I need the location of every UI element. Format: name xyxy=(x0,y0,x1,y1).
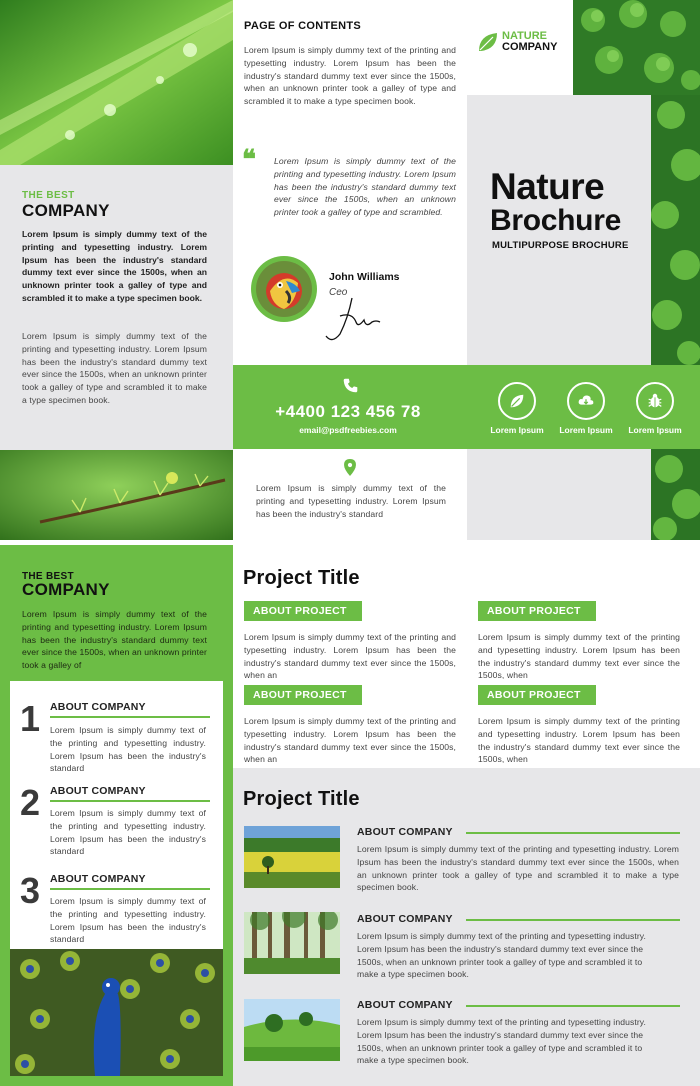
company-row-underline-1 xyxy=(466,832,680,834)
list-underline-3 xyxy=(50,888,210,890)
quote-text: Lorem Ipsum is simply dummy text of the printing and typesetting industry. Lorem Ipsum has been the industry's standard dummy text ever since the 1500s, when an unknown printer took a galley of type and scrambled. xyxy=(274,156,456,218)
cover-title-line1: Nature xyxy=(490,166,605,207)
about-project-label-1: ABOUT PROJECT xyxy=(244,601,362,621)
page2-best-label: THE BEST xyxy=(22,571,74,582)
list-title-1: ABOUT COMPANY xyxy=(50,701,146,713)
logo-line1: NATURE xyxy=(502,30,548,42)
company-row-underline-2 xyxy=(466,919,680,921)
clover-photo-top xyxy=(573,0,700,95)
phone-number[interactable]: +4400 123 456 78 xyxy=(275,402,421,421)
page2-intro-text: Lorem Ipsum is simply dummy text of the printing and typesetting industry. Lorem Ipsum has been the industry's standard dummy text ever since the 1500s, when an unknown printer took a galley of xyxy=(22,609,207,671)
list-text-3: Lorem Ipsum is simply dummy text of the printing and typesetting industry. Lorem Ipsum has been the industry's standard xyxy=(50,896,206,945)
location-pin-icon xyxy=(344,459,356,476)
clover-photo-side xyxy=(651,95,700,365)
list-number-2: 2 xyxy=(20,782,41,823)
clover-photo-bottom xyxy=(651,449,700,540)
company-row-text-3: Lorem Ipsum is simply dummy text of the printing and typesetting industry. Lorem Ipsum has been the industry's standard dummy text ever since the 1500s, when an unknown printer took a galley of type and scrambled it to make a type specimen book. xyxy=(357,1017,647,1066)
about-project-text-3: Lorem Ipsum is simply dummy text of the printing and typesetting industry. Lorem Ipsum has been the industry's standard dummy text ever since the 1500s, when an xyxy=(244,716,456,765)
leaf-logo-icon xyxy=(477,31,499,53)
list-title-2: ABOUT COMPANY xyxy=(50,785,146,797)
company-row-text-1: Lorem Ipsum is simply dummy text of the printing and typesetting industry. Lorem Ipsum has been the industry's standard dummy text ever since the 1500s, when an unknown printer took a galley of type and scrambled it to make a type specimen book. xyxy=(357,844,679,893)
feature-icon-3 xyxy=(628,382,682,435)
field-photo xyxy=(244,826,340,888)
page2-company-heading: COMPANY xyxy=(22,580,110,599)
logo-line2: COMPANY xyxy=(502,41,558,53)
bug-icon xyxy=(636,382,674,420)
signature-icon xyxy=(322,294,382,344)
project-title-1: Project Title xyxy=(243,567,360,589)
contents-text: Lorem Ipsum is simply dummy text of the printing and typesetting industry. Lorem Ipsum has been the industry's standard dummy text ever since the 1500s, when an unknown printer took a galley of type and scrambled it to make a type specimen book. xyxy=(244,45,456,107)
list-number-1: 1 xyxy=(20,698,41,739)
address-text: Lorem Ipsum is simply dummy text of the printing and typesetting industry. Lorem Ipsum has been the industry's standard xyxy=(256,483,446,519)
feature-label-1: Lorem Ipsum xyxy=(490,425,544,435)
feature-label-3: Lorem Ipsum xyxy=(628,425,682,435)
contents-heading: PAGE OF CONTENTS xyxy=(244,20,362,32)
list-text-2: Lorem Ipsum is simply dummy text of the printing and typesetting industry. Lorem Ipsum has been the industry's standard xyxy=(50,808,206,857)
company-row-title-3: ABOUT COMPANY xyxy=(357,999,453,1011)
person-role: Ceo xyxy=(329,287,348,298)
about-project-label-4: ABOUT PROJECT xyxy=(478,685,596,705)
intro-bold-text: Lorem Ipsum is simply dummy text of the printing and typesetting industry. Lorem Ipsum has been the industry's standard dummy text ever since the 1500s, when an unknown printer took a galley of type and scrambled it to make a type specimen book. xyxy=(22,229,207,303)
company-heading: COMPANY xyxy=(22,201,110,220)
pine-branch-photo xyxy=(0,450,233,540)
about-project-text-1: Lorem Ipsum is simply dummy text of the printing and typesetting industry. Lorem Ipsum has been the industry's standard dummy text ever since the 1500s, when an xyxy=(244,632,456,681)
forest-photo xyxy=(244,912,340,974)
about-project-label-3: ABOUT PROJECT xyxy=(244,685,362,705)
about-project-text-4: Lorem Ipsum is simply dummy text of the printing and typesetting industry. Lorem Ipsum has been the industry's standard dummy text ever since the 1500s, when xyxy=(478,716,680,765)
grass-dew-photo xyxy=(0,0,233,165)
leaf-icon xyxy=(498,382,536,420)
avatar xyxy=(251,256,317,322)
list-number-3: 3 xyxy=(20,870,41,911)
about-project-text-2: Lorem Ipsum is simply dummy text of the printing and typesetting industry. Lorem Ipsum has been the industry's standard dummy text ever since the 1500s, when xyxy=(478,632,680,681)
list-underline-1 xyxy=(50,716,210,718)
feature-icon-2 xyxy=(559,382,613,435)
company-row-text-2: Lorem Ipsum is simply dummy text of the printing and typesetting industry. Lorem Ipsum has been the industry's standard dummy text ever since the 1500s, when an unknown printer took a galley of type and scrambled it to make a type specimen book. xyxy=(357,931,647,980)
about-project-label-2: ABOUT PROJECT xyxy=(478,601,596,621)
project-title-2: Project Title xyxy=(243,788,360,810)
list-text-1: Lorem Ipsum is simply dummy text of the printing and typesetting industry. Lorem Ipsum has been the industry's standard xyxy=(50,725,206,774)
company-row-title-1: ABOUT COMPANY xyxy=(357,826,453,838)
person-name: John Williams xyxy=(329,271,400,283)
best-label: THE BEST xyxy=(22,190,75,201)
cover-title-line2: Brochure xyxy=(490,204,621,237)
feature-icon-1 xyxy=(490,382,544,435)
intro-text: Lorem Ipsum is simply dummy text of the printing and typesetting industry. Lorem Ipsum has been the industry's standard dummy text ever since the 1500s, when an unknown printer took a galley of type and scrambled it to make a type specimen book. xyxy=(22,331,207,405)
meadow-photo xyxy=(244,999,340,1061)
logo xyxy=(477,31,557,53)
email-link[interactable]: email@psdfreebies.com xyxy=(299,425,397,435)
cloud-download-icon xyxy=(567,382,605,420)
list-title-3: ABOUT COMPANY xyxy=(50,873,146,885)
company-row-title-2: ABOUT COMPANY xyxy=(357,913,453,925)
cover-subtitle: MULTIPURPOSE BROCHURE xyxy=(492,240,629,251)
feature-label-2: Lorem Ipsum xyxy=(559,425,613,435)
list-underline-2 xyxy=(50,800,210,802)
peacock-photo xyxy=(10,949,223,1076)
company-row-underline-3 xyxy=(466,1005,680,1007)
phone-icon xyxy=(342,377,359,394)
bottom-right-panel xyxy=(467,449,651,540)
quote-mark-icon: ❝ xyxy=(242,144,256,174)
